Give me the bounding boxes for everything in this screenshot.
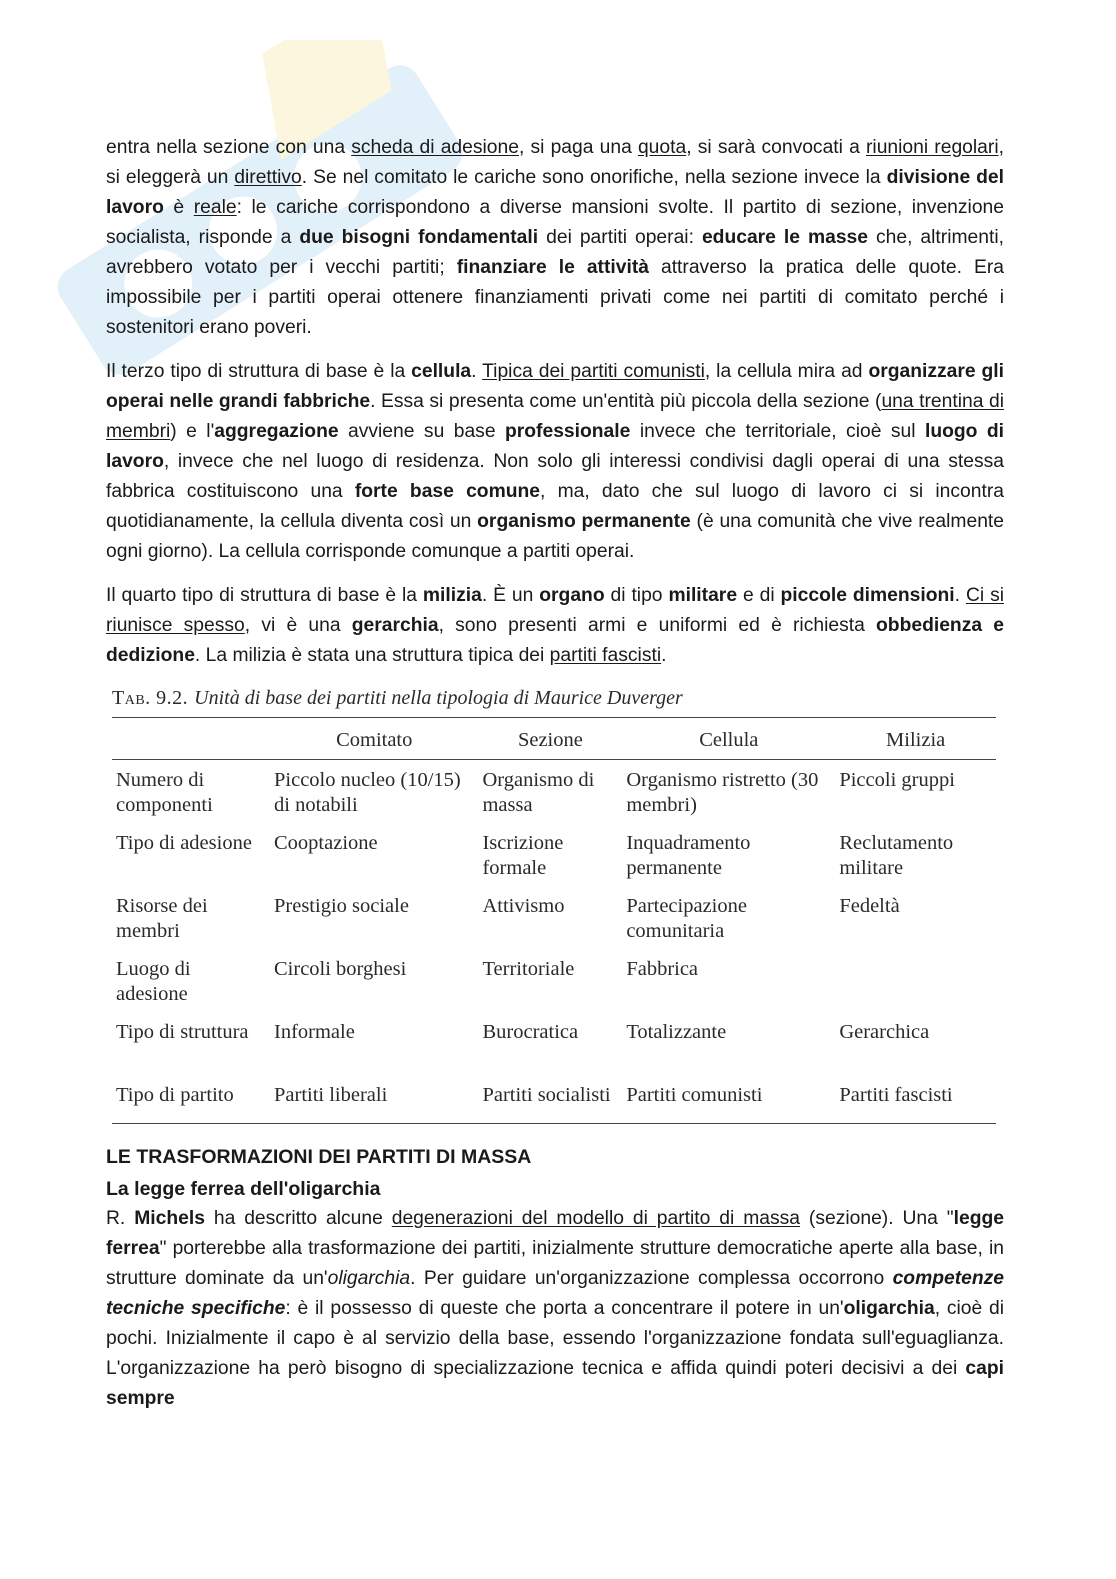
row-label: Tipo di adesione [116, 832, 252, 854]
bold-finanziare: finanziare le attività [456, 257, 649, 278]
table-row [112, 1075, 996, 1124]
row-label: Numero di componenti [116, 769, 213, 816]
bold-bisogni: due bisogni fondamentali [299, 227, 539, 248]
paragraph-sezione: entra nella sezione con una scheda di adesione, si paga una quota, si sarà convocati a riunioni regolari, si eleggerà un direttivo. Se nel comitato le cariche sono onorifiche, nella sezione invece la divisione del lavoro è reale: le cariche corrispondono a diverse mansioni svolte. Il partito di sezione, invenzione socialista, risponde a due bisogni fondamentali dei partiti operai: educare le masse che, altrimenti, avrebbero votato per i vecchi partiti; finanziare le attività attraverso la pratica delle quote. Era impossibile per i partiti operai ottenere finanziamenti privati come nei partiti di comitato perché i sostenitori erano poveri. [106, 137, 1005, 338]
header-cellula: Cellula [622, 718, 835, 760]
header-comitato: Comitato [270, 718, 478, 760]
table-cell: Organismo di massa [482, 769, 595, 816]
subsection-heading: La legge ferrea dell'oligarchia [106, 1178, 381, 1200]
document-page [106, 133, 1004, 1428]
table-cell: Organismo ristretto (30 membri) [626, 769, 819, 816]
table-row [112, 949, 996, 1012]
table-cell: Partecipazione comunitaria [626, 895, 747, 942]
table-cell: Circoli borghesi [274, 958, 407, 980]
table-header-row [112, 718, 996, 760]
table-cell: Partiti socialisti [478, 1075, 622, 1124]
underline-riunioni: riunioni regolari [865, 137, 999, 158]
table-cell: Piccolo nucleo (10/15) di notabili [274, 769, 461, 816]
underline-direttivo: direttivo [234, 167, 302, 188]
table-row [112, 760, 996, 824]
table-cell: Informale [274, 1021, 355, 1043]
row-label: Risorse dei membri [116, 895, 208, 942]
bold-educare: educare le masse [701, 227, 868, 248]
underline-reale: reale [193, 197, 237, 218]
table-cell: Inquadramento permanente [626, 832, 751, 879]
table-cell: Piccoli gruppi [839, 769, 955, 791]
paragraph-cellula: Il terzo tipo di struttura di base è la cellula. Tipica dei partiti comunisti, la cellula mira ad organizzare gli operai nelle grandi fabbriche. Essa si presenta come un'entità più piccola della sezione (una trentina di membri) e l'aggregazione avviene su base professionale invece che territoriale, cioè sul luogo di lavoro, invece che nel luogo di residenza. Non solo gli interessi condivisi dagli operai di una stessa fabbrica costituiscono una forte base comune, ma, dato che sul luogo di lavoro ci si incontra quotidianamente, la cellula diventa così un organismo permanente (è una comunità che vive realmente ogni giorno). La cellula corrisponde comunque a partiti operai. [106, 361, 1005, 562]
table-cell: Gerarchica [839, 1021, 930, 1043]
duverger-table-figure [112, 685, 996, 1124]
table-cell: Attivismo [482, 895, 565, 917]
table-cell [835, 949, 996, 1012]
table-caption [112, 685, 996, 718]
row-label: Luogo di adesione [116, 958, 191, 1005]
table-cell: Reclutamento militare [839, 832, 954, 879]
paragraph-milizia: Il quarto tipo di struttura di base è la milizia. È un organo di tipo militare e di piccole dimensioni. Ci si riunisce spesso, vi è una gerarchia, sono presenti armi e uniformi ed è richiesta obbedienza e dedizione. La milizia è stata una struttura tipica dei partiti fascisti. [106, 585, 1005, 666]
table-row [112, 1012, 996, 1075]
header-sezione: Sezione [478, 718, 622, 760]
table-cell: Fedeltà [839, 895, 900, 917]
table-row [112, 886, 996, 949]
section-heading: LE TRASFORMAZIONI DEI PARTITI DI MASSA [106, 1146, 532, 1168]
row-label: Tipo di struttura [116, 1021, 249, 1043]
table-title: Unità di base dei partiti nella tipologia di Maurice Duverger [194, 687, 683, 709]
table-cell: Prestigio sociale [274, 895, 409, 917]
table-cell: Partiti liberali [270, 1075, 478, 1124]
row-label: Tipo di partito [112, 1075, 270, 1124]
table-cell: Burocratica [482, 1021, 579, 1043]
underline-scheda: scheda di adesione [351, 137, 519, 158]
table-cell: Partiti fascisti [835, 1075, 996, 1124]
table-cell: Iscrizione formale [482, 832, 564, 879]
table-cell: Partiti comunisti [622, 1075, 835, 1124]
table-number: Tab. 9.2. [112, 687, 189, 709]
duverger-table [112, 718, 996, 1124]
header-empty [112, 718, 270, 760]
table-cell: Territoriale [482, 958, 575, 980]
header-milizia: Milizia [835, 718, 996, 760]
paragraph-michels: R. Michels ha descritto alcune degenerazioni del modello di partito di massa (sezione). Una "legge ferrea" porterebbe alla trasformazione dei partiti, inizialmente strutture democratiche aperte alla base, in strutture dominate da un'oligarchia. Per guidare un'organizzazione complessa occorrono competenze tecniche specifiche: è il possesso di queste che porta a concentrare il potere in un'oligarchia, cioè di pochi. Inizialmente il capo è al servizio della base, essendo l'organizzazione fondata sull'eguaglianza. L'organizzazione ha però bisogno di specializzazione tecnica e affida quindi poteri decisivi a dei capi sempre [106, 1208, 1005, 1409]
table-cell: Cooptazione [274, 832, 378, 854]
table-cell: Totalizzante [626, 1021, 727, 1043]
bold-divisione: divisione del lavoro [106, 167, 1004, 218]
table-row [112, 823, 996, 886]
underline-quota: quota [637, 137, 687, 158]
table-cell: Fabbrica [626, 958, 699, 980]
